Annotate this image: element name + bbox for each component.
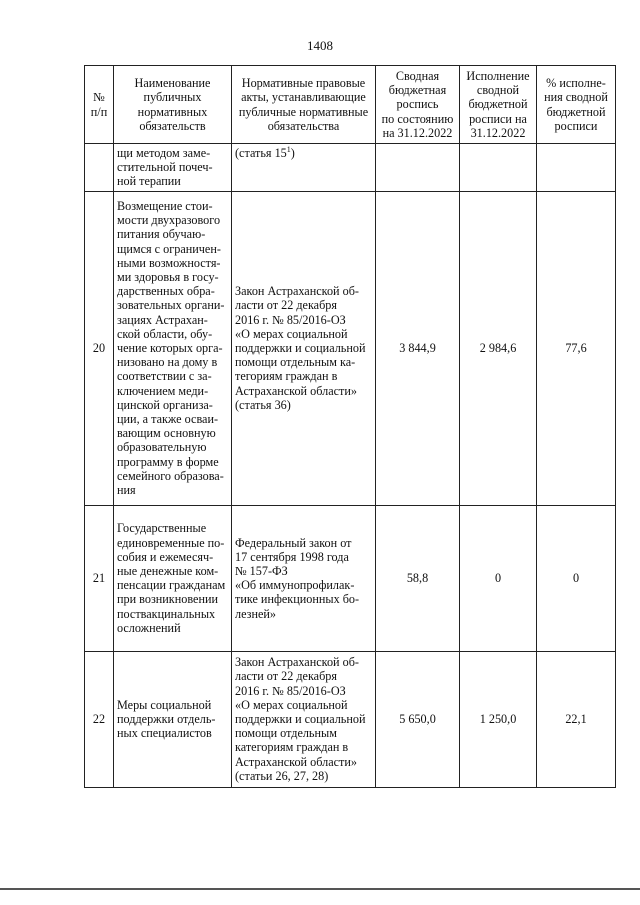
cell-budget-text: 5 650,0 [399,712,436,726]
scan-edge-line [0,888,640,890]
table-row-22 [85,651,616,787]
header-acts-text: Нормативные правовые акты, устанавливающие публичные нормативные обязательства [238,76,369,133]
header-acts [232,66,376,144]
header-name [114,66,232,144]
header-exec-text: Исполнение сводной бюджетной росписи на 31.12.2022 [466,68,530,140]
cell-num-text: 20 [92,341,106,355]
cell-act [232,505,376,651]
cell-act [232,191,376,505]
cell-pct-text: 22,1 [565,712,587,726]
cell-pct [537,191,616,505]
cell-num [85,651,114,787]
cell-name [114,651,232,787]
cell-exec-text: 0 [494,571,502,585]
cell-act [232,651,376,787]
cell-budget [376,191,460,505]
cell-num [85,144,114,192]
header-pct [537,66,616,144]
header-num-text: № п/п [90,90,108,119]
cell-budget [376,651,460,787]
cell-name [114,505,232,651]
cell-name-text: Возмещение стои- мости двухразового питания обучаю- щимся с ограничен- ными возможностя- ми здоровья в госу- дарственных обра- зовательных органи- зациях Астрахан- ской области, обу- чение которых орга- низовано на дому в соответствии с за- ключением меди- цинской организа- ции, а также осваи- вающим основную образовательную программу в форме семейного образова- ния [117,198,225,498]
header-num [85,66,114,144]
cell-exec-text: 1 250,0 [479,712,517,726]
table-row-20 [85,191,616,505]
page-number: 1408 [307,38,333,53]
header-exec [460,66,537,144]
cell-exec [460,651,537,787]
header-budget [376,66,460,144]
cell-budget [376,505,460,651]
header-row [85,66,616,144]
header-pct-text: % исполне- ния сводной бюджетной росписи [544,76,608,133]
cell-budget-text: 3 844,9 [399,341,436,355]
cell-name [114,191,232,505]
cell-pct [537,144,616,192]
cell-pct-text: 0 [572,571,580,585]
cell-act-text: Закон Астраханской об- ласти от 22 декабря 2016 г. № 85/2016-ОЗ «О мерах социальной поддержки и социальной помощи отдельным категориям граждан в Астраханской области» (статьи 26, 27, 28) [235,655,366,783]
cell-exec [460,505,537,651]
cell-num-text: 22 [92,712,106,726]
cell-exec [460,144,537,192]
cell-exec [460,191,537,505]
cell-num [85,191,114,505]
cell-name [114,144,232,192]
cell-budget-text: 58,8 [406,571,429,585]
table-row-21 [85,505,616,651]
cell-name-text: Меры социальной поддержки отдель- ных специалистов [117,697,216,741]
cell-num [85,505,114,651]
cell-act-text: Закон Астраханской об- ласти от 22 декабря 2016 г. № 85/2016-ОЗ «О мерах социальной поддержки и социальной помощи отдельным ка- тегориям граждан в Астраханской области» (статья 36) [235,284,366,412]
cell-act-sup: 1 [286,144,291,154]
budget-table [84,65,616,788]
cell-name-text: щи методом заме- стительной почеч- ной терапии [117,146,213,189]
cell-budget [376,144,460,192]
header-budget-text: Сводная бюджетная роспись по состоянию на 31.12.2022 [381,68,454,140]
cell-name-text: Государственные единовременные по- собия и ежемесяч- ные денежные ком- пенсации гражданам при возникновении поствакцинальных осложнений [117,521,226,635]
cell-act-text: Федеральный закон от 17 сентября 1998 года № 157-ФЗ «Об иммунопрофилак- тике инфекционных бо- лезней» [235,535,360,621]
cell-pct [537,505,616,651]
cell-num-text: 21 [92,571,106,585]
cell-act-suffix: ) [290,146,295,160]
cell-pct [537,651,616,787]
table-row-continuation [85,144,616,192]
cell-exec-text: 2 984,6 [479,341,517,355]
cell-act [232,144,376,192]
cell-act-prefix: (статья 15 [235,146,287,160]
header-name-text: Наименование публичных нормативных обязательств [134,76,211,133]
cell-pct-text: 77,6 [565,341,587,355]
